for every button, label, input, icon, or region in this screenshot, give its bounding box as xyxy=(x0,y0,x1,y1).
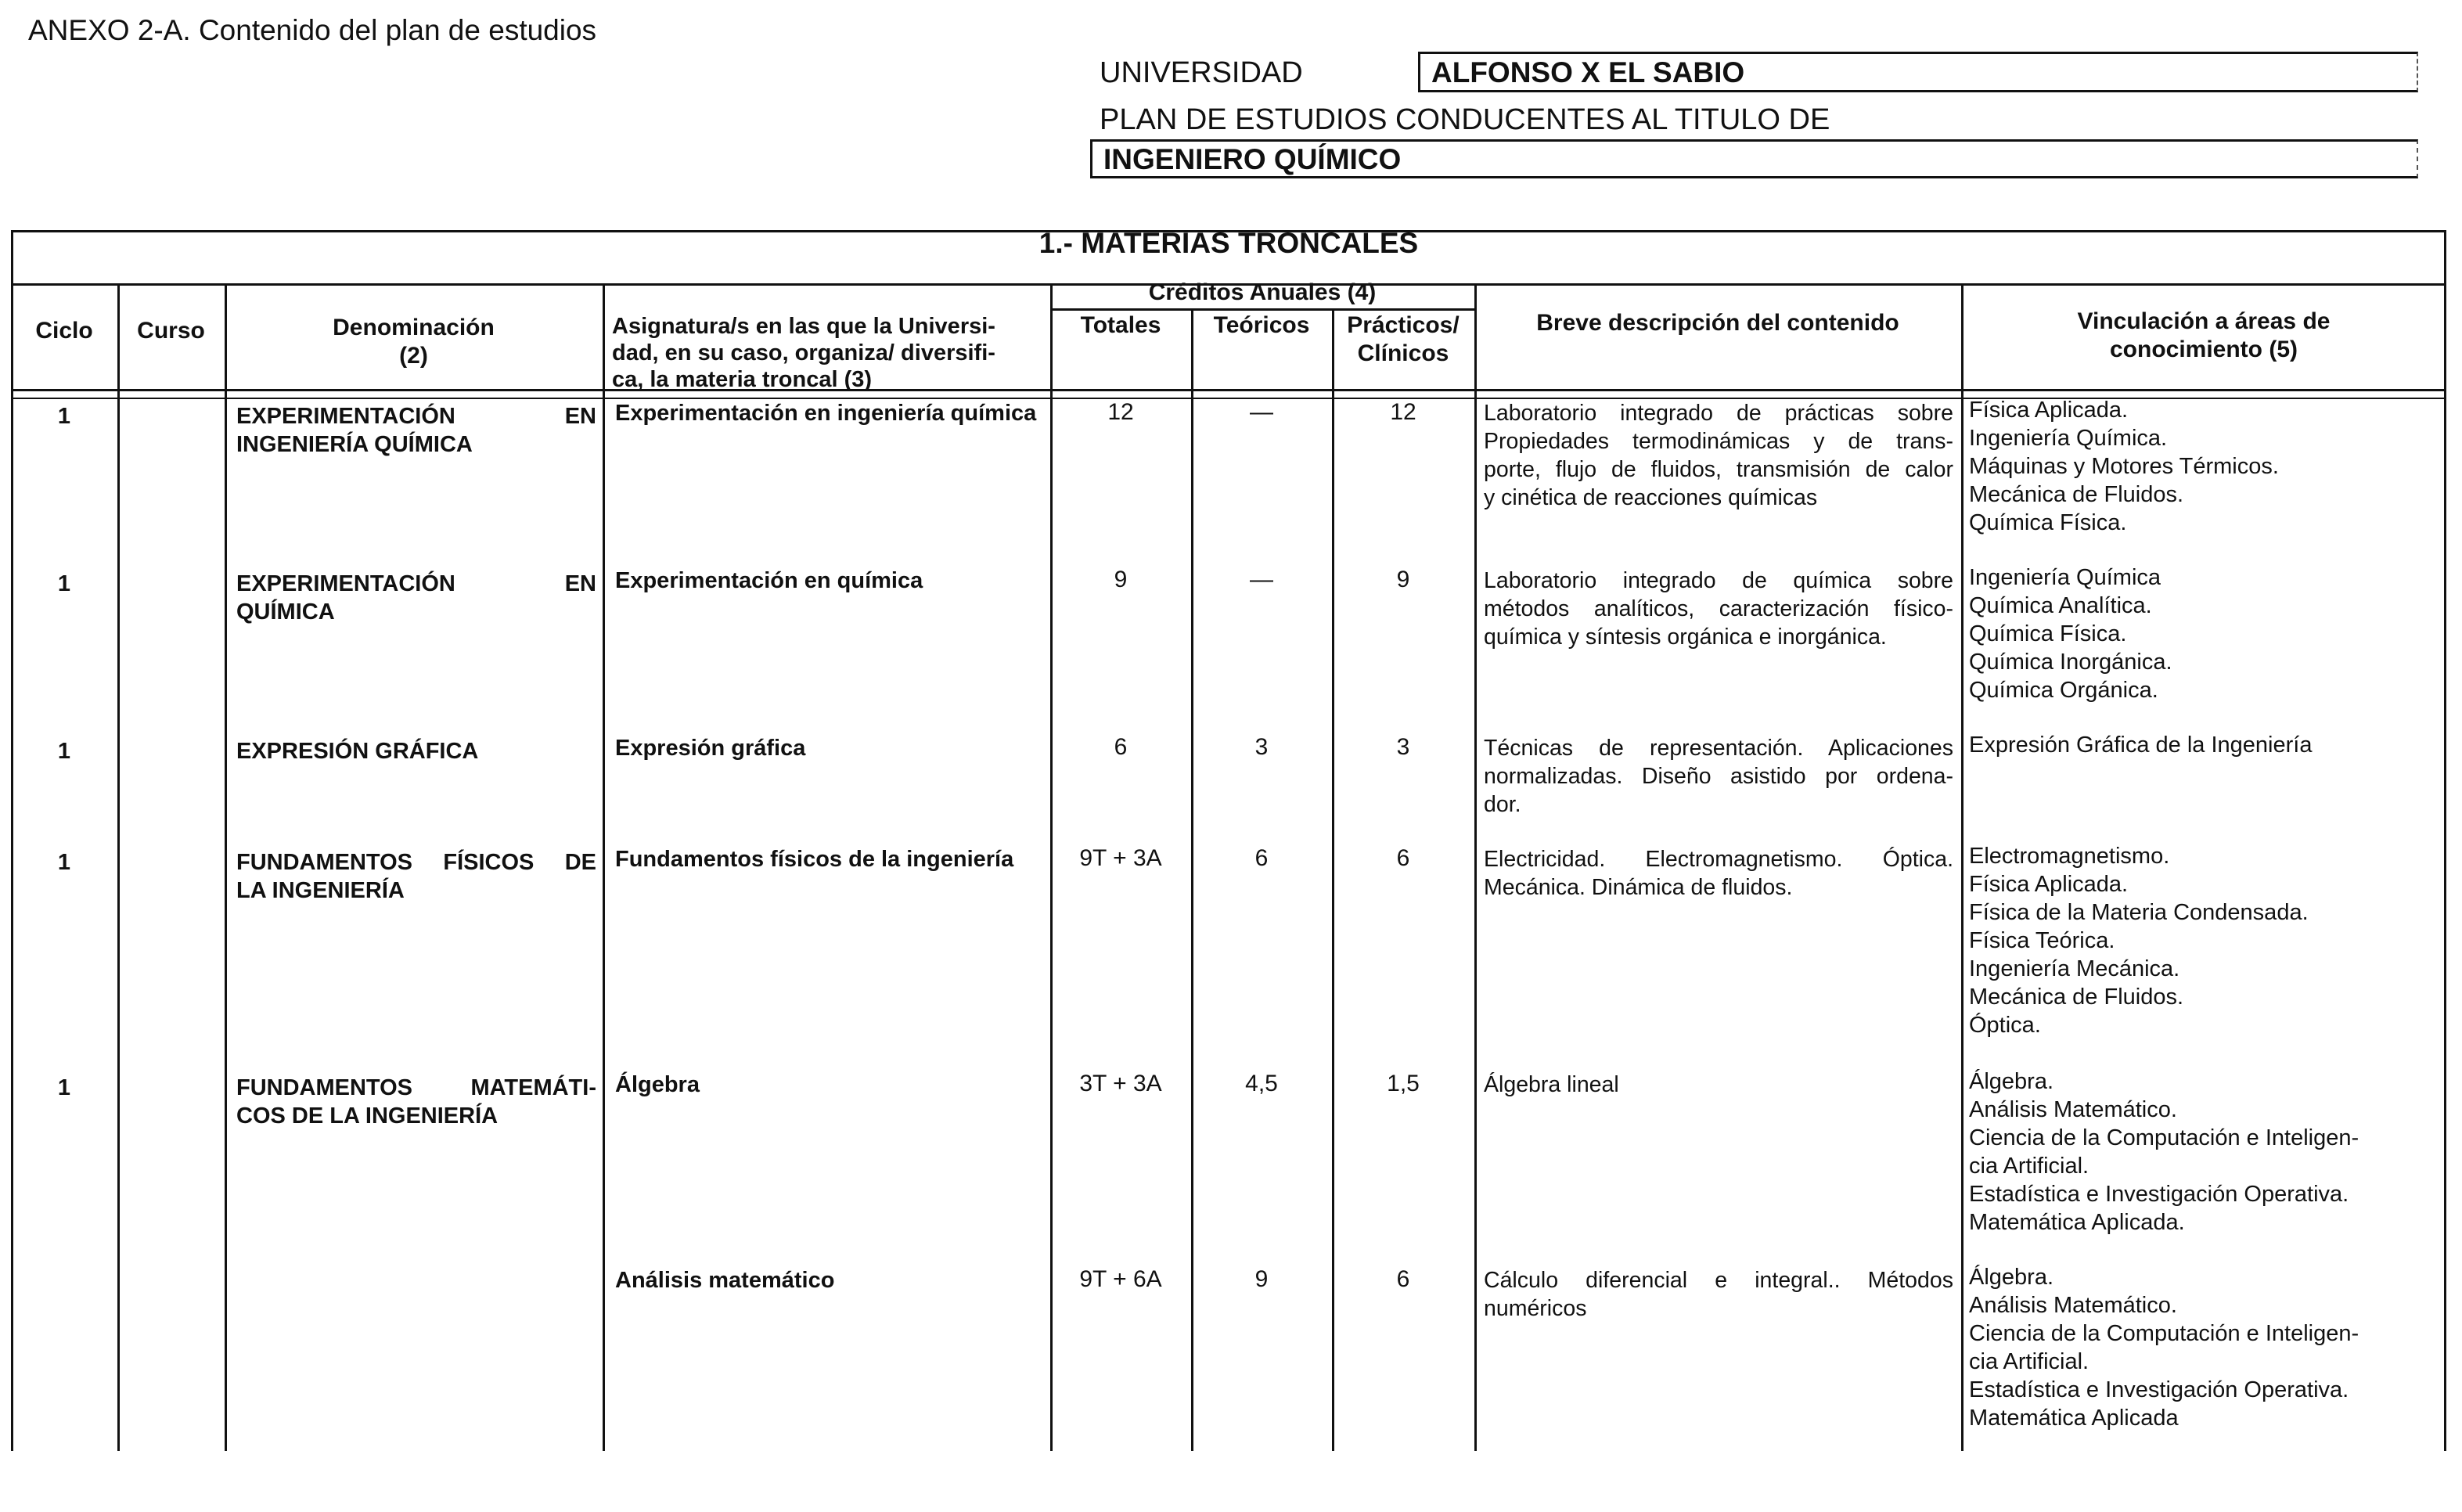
col-totales: Totales xyxy=(1080,312,1161,338)
descripcion-cell xyxy=(1484,399,1953,512)
column-divider xyxy=(225,283,227,1451)
column-divider xyxy=(1050,283,1053,1451)
area-item: Estadística e Investigación Operativa. xyxy=(1969,1182,2349,1207)
totales-cell: 12 xyxy=(1107,399,1134,425)
totales-cell: 9T + 6A xyxy=(1079,1266,1162,1292)
area-item: Álgebra. xyxy=(1969,1069,2054,1094)
ciclo-cell: 1 xyxy=(57,1075,71,1100)
plan-label: PLAN DE ESTUDIOS CONDUCENTES AL TITULO DE xyxy=(1100,103,1830,136)
denominacion-cell xyxy=(236,402,596,459)
area-item: Ciencia de la Computación e Inteligen- xyxy=(1969,1125,2359,1150)
totales-cell: 3T + 3A xyxy=(1079,1071,1162,1096)
university-label: UNIVERSIDAD xyxy=(1100,56,1303,89)
areas-cell xyxy=(1969,842,2439,1039)
asignatura-cell: Fundamentos físicos de la ingeniería xyxy=(615,847,1014,872)
column-divider xyxy=(1474,283,1477,1451)
divider xyxy=(1050,308,1474,311)
area-item: Ingeniería Química xyxy=(1969,565,2161,590)
university-name-box xyxy=(1418,52,2418,92)
denominacion-line: QUÍMICA xyxy=(236,599,335,625)
area-item: Física Teórica. xyxy=(1969,928,2115,953)
area-item: Mecánica de Fluidos. xyxy=(1969,482,2184,507)
col-asignaturas-line3: ca, la materia troncal (3) xyxy=(612,367,873,392)
column-divider xyxy=(1332,310,1334,1451)
ciclo-cell: 1 xyxy=(57,404,71,429)
denominacion-line: EXPERIMENTACIÓN EN xyxy=(236,571,596,596)
descripcion-line: Propiedades termodinámicas y de trans- xyxy=(1484,429,1953,454)
col-teoricos: Teóricos xyxy=(1213,312,1310,338)
denominacion-line: COS DE LA INGENIERÍA xyxy=(236,1103,499,1129)
area-item: Química Analítica. xyxy=(1969,593,2152,618)
annex-title: ANEXO 2-A. Contenido del plan de estudios xyxy=(28,14,597,46)
descripcion-cell xyxy=(1484,1071,1953,1099)
area-item: Física Aplicada. xyxy=(1969,872,2129,897)
table-title: 1.- MATERIAS TRONCALES xyxy=(1038,227,1419,259)
area-item: Óptica. xyxy=(1969,1013,2041,1038)
denominacion-line: EXPRESIÓN GRÁFICA xyxy=(236,739,479,764)
column-divider xyxy=(1961,283,1963,1451)
areas-cell xyxy=(1969,1067,2439,1237)
practicos-cell: 1,5 xyxy=(1387,1071,1420,1096)
area-item: Expresión Gráfica de la Ingeniería xyxy=(1969,733,2313,758)
descripcion-line: Cálculo diferencial e integral.. Métodos xyxy=(1484,1268,1953,1293)
ciclo-cell: 1 xyxy=(57,739,71,764)
ciclo-cell: 1 xyxy=(57,571,71,596)
totales-cell: 9T + 3A xyxy=(1079,845,1162,871)
col-denominacion-line1: Denominación xyxy=(333,315,495,340)
denominacion-cell xyxy=(236,737,596,765)
area-item: Química Física. xyxy=(1969,621,2127,646)
areas-cell xyxy=(1969,396,2439,537)
col-practicos-line2: Clínicos xyxy=(1357,340,1449,366)
descripcion-line: Laboratorio integrado de prácticas sobre xyxy=(1484,401,1953,426)
degree-name-box xyxy=(1090,139,2418,178)
denominacion-line: FUNDAMENTOS FÍSICOS DE xyxy=(236,850,596,875)
denominacion-line: LA INGENIERÍA xyxy=(236,878,405,903)
descripcion-line: numéricos xyxy=(1484,1296,1587,1321)
teoricos-cell: — xyxy=(1250,567,1273,592)
asignatura-cell: Experimentación en química xyxy=(615,568,923,593)
descripcion-line: Técnicas de representación. Aplicaciones xyxy=(1484,736,1953,761)
denominacion-cell xyxy=(236,570,596,626)
practicos-cell: 9 xyxy=(1396,567,1410,592)
denominacion-cell xyxy=(236,1074,596,1130)
descripcion-line: química y síntesis orgánica e inorgánica. xyxy=(1484,625,1887,650)
descripcion-line: y cinética de reacciones químicas xyxy=(1484,485,1818,510)
asignatura-cell: Análisis matemático xyxy=(615,1268,835,1293)
col-ciclo: Ciclo xyxy=(35,318,93,344)
descripcion-line: Mecánica. Dinámica de fluidos. xyxy=(1484,875,1793,900)
degree-name: INGENIERO QUÍMICO xyxy=(1103,143,1402,175)
practicos-cell: 3 xyxy=(1396,734,1410,760)
area-item: Ingeniería Química. xyxy=(1969,426,2168,451)
teoricos-cell: 9 xyxy=(1254,1266,1269,1292)
teoricos-cell: 6 xyxy=(1254,845,1269,871)
col-curso: Curso xyxy=(137,318,205,344)
area-item: Química Física. xyxy=(1969,510,2127,535)
area-item: Ingeniería Mecánica. xyxy=(1969,956,2180,981)
denominacion-cell xyxy=(236,848,596,905)
area-item: Estadística e Investigación Operativa. xyxy=(1969,1377,2349,1402)
col-vinculacion xyxy=(1961,308,2446,364)
practicos-cell: 6 xyxy=(1396,1266,1410,1292)
column-divider xyxy=(603,283,605,1451)
teoricos-cell: 4,5 xyxy=(1245,1071,1278,1096)
asignatura-cell: Experimentación en ingeniería química xyxy=(615,401,1037,426)
descripcion-cell xyxy=(1484,567,1953,651)
area-item: Química Orgánica. xyxy=(1969,678,2158,703)
descripcion-cell xyxy=(1484,1266,1953,1323)
university-name: ALFONSO X EL SABIO xyxy=(1431,56,1745,88)
area-item: Análisis Matemático. xyxy=(1969,1097,2177,1122)
area-item: Física Aplicada. xyxy=(1969,398,2129,423)
area-item: Matemática Aplicada. xyxy=(1969,1210,2185,1235)
totales-cell: 6 xyxy=(1114,734,1128,760)
area-item: Mecánica de Fluidos. xyxy=(1969,985,2184,1010)
area-item: cia Artificial. xyxy=(1969,1154,2089,1179)
area-item: Electromagnetismo. xyxy=(1969,844,2170,869)
col-creditos: Créditos Anuales (4) xyxy=(1148,279,1377,305)
col-practicos-line1: Prácticos/ xyxy=(1347,312,1460,338)
descripcion-cell xyxy=(1484,845,1953,902)
teoricos-cell: 3 xyxy=(1254,734,1269,760)
area-item: cia Artificial. xyxy=(1969,1349,2089,1374)
areas-cell xyxy=(1969,1263,2439,1432)
col-asignaturas xyxy=(612,313,1042,393)
area-item: Análisis Matemático. xyxy=(1969,1293,2177,1318)
areas-cell xyxy=(1969,563,2439,704)
col-asignaturas-line1: Asignatura/s en las que la Universi- xyxy=(612,314,995,339)
asignatura-cell: Expresión gráfica xyxy=(615,736,806,761)
area-item: Ciencia de la Computación e Inteligen- xyxy=(1969,1321,2359,1346)
descripcion-line: Laboratorio integrado de química sobre xyxy=(1484,568,1953,593)
descripcion-line: métodos analíticos, caracterización físico- xyxy=(1484,596,1953,621)
descripcion-line: Electricidad. Electromagnetismo. Óptica. xyxy=(1484,847,1953,872)
teoricos-cell: — xyxy=(1250,399,1273,425)
denominacion-line: FUNDAMENTOS MATEMÁTI- xyxy=(236,1075,596,1100)
col-vinculacion-line2: conocimiento (5) xyxy=(2109,337,2298,362)
col-practicos xyxy=(1332,311,1474,368)
area-item: Química Inorgánica. xyxy=(1969,650,2172,675)
area-item: Máquinas y Motores Térmicos. xyxy=(1969,454,2279,479)
col-denominacion-line2: (2) xyxy=(399,343,428,369)
descripcion-line: porte, flujo de fluidos, transmisión de calor xyxy=(1484,457,1953,482)
divider xyxy=(11,389,2446,391)
area-item: Álgebra. xyxy=(1969,1265,2054,1290)
denominacion-line: INGENIERÍA QUÍMICA xyxy=(236,432,473,457)
descripcion-cell xyxy=(1484,734,1953,819)
descripcion-line: normalizadas. Diseño asistido por ordena- xyxy=(1484,764,1953,789)
totales-cell: 9 xyxy=(1114,567,1128,592)
practicos-cell: 12 xyxy=(1390,399,1416,425)
area-item: Física de la Materia Condensada. xyxy=(1969,900,2309,925)
areas-cell xyxy=(1969,731,2439,759)
practicos-cell: 6 xyxy=(1396,845,1410,871)
col-asignaturas-line2: dad, en su caso, organiza/ diversifi- xyxy=(612,340,995,365)
column-divider xyxy=(117,283,120,1451)
ciclo-cell: 1 xyxy=(57,850,71,875)
col-denominacion xyxy=(225,314,603,370)
area-item: Matemática Aplicada xyxy=(1969,1406,2179,1431)
col-descripcion: Breve descripción del contenido xyxy=(1536,310,1899,336)
descripcion-line: dor. xyxy=(1484,792,1521,817)
column-divider xyxy=(1191,310,1193,1451)
denominacion-line: EXPERIMENTACIÓN EN xyxy=(236,404,596,429)
col-vinculacion-line1: Vinculación a áreas de xyxy=(2077,308,2331,334)
asignatura-cell: Álgebra xyxy=(615,1072,700,1097)
descripcion-line: Álgebra lineal xyxy=(1484,1072,1619,1097)
